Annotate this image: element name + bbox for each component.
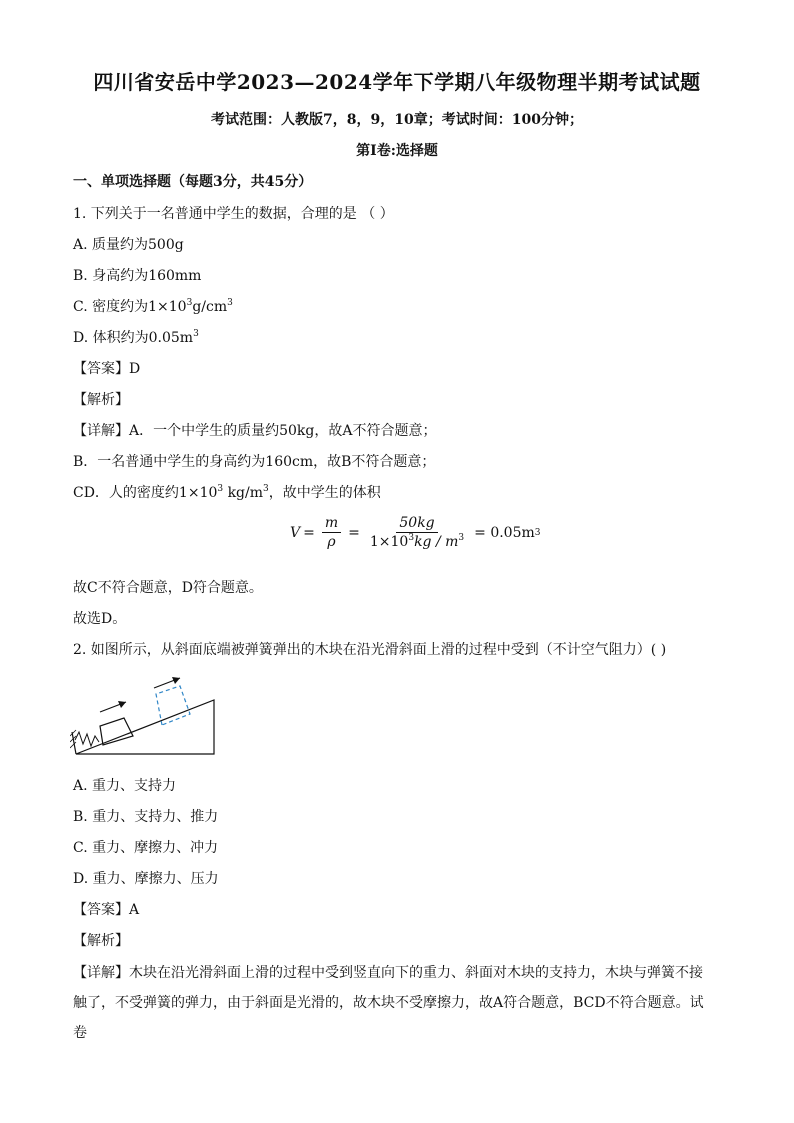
q1-answer: 【答案】D [73, 361, 141, 377]
exam-title: 四川省安岳中学2023—2024学年下学期八年级物理半期考试试题 [93, 70, 701, 94]
incline-slope [76, 700, 214, 754]
q2-analysis: 【解析】 [73, 933, 129, 949]
q1-option-d: D. 体积约为$0.05m^3$ [73, 329, 199, 346]
volume-formula: V = $\frac{m}{\rho}$ = $\frac{50kg}{1\times 10^3kg / m^3}$ = 0.05m 3 [290, 515, 541, 550]
wood-block-dashed [156, 686, 190, 725]
spring [75, 732, 99, 746]
q1-detail-4: 故C不符合题意，D符合题意。 [73, 580, 263, 596]
section-heading: 一、单项选择题（每题3分，共45分） [73, 174, 313, 190]
q1-option-c: C. 密度约为$1\times 10^3g/cm^3$ [73, 298, 233, 315]
q1-option-a: A. 质量约为500g [73, 237, 184, 253]
q2-answer: 【答案】A [73, 902, 140, 918]
q2-option-b: B. 重力、支持力、推力 [73, 809, 219, 825]
q1-detail-3: CD．人的密度约$1\times 10^3$ $kg/m^3$，故中学生的体积 [73, 484, 381, 501]
q1-detail-1: 【详解】A．一个中学生的质量约50kg，故A不符合题意； [73, 423, 437, 439]
wood-block [100, 718, 133, 745]
q2-stem: 2. 如图所示，从斜面底端被弹簧弹出的木块在沿光滑斜面上滑的过程中受到（不计空气阻力）( ) [73, 642, 667, 658]
q1-detail-5: 故选D。 [73, 611, 127, 627]
q2-option-c: C. 重力、摩擦力、冲力 [73, 840, 219, 856]
q1-analysis: 【解析】 [73, 392, 129, 408]
q1-detail-2: B．一名普通中学生的身高约为160cm，故B不符合题意； [73, 454, 436, 470]
q1-stem: 1. 下列关于一名普通中学生的数据，合理的是 （ ） [73, 206, 394, 222]
incline-diagram [70, 670, 220, 760]
q2-detail: 【详解】木块在沿光滑斜面上滑的过程中受到竖直向下的重力、斜面对木块的支持力，木块与弹簧不接触了，不受弹簧的弹力，由于斜面是光滑的，故木块不受摩擦力，故A符合题意，BCD不符合题意。试卷 [73, 965, 704, 1041]
q1-option-b: B. 身高约为160mm [73, 268, 202, 284]
q2-option-a: A. 重力、支持力 [73, 778, 177, 794]
q2-option-d: D. 重力、摩擦力、压力 [73, 871, 219, 887]
exam-subtitle: 考试范围：人教版7，8，9，10章；考试时间：100分钟； [211, 112, 583, 128]
part-heading: 第Ⅰ卷:选择题 [356, 143, 438, 159]
